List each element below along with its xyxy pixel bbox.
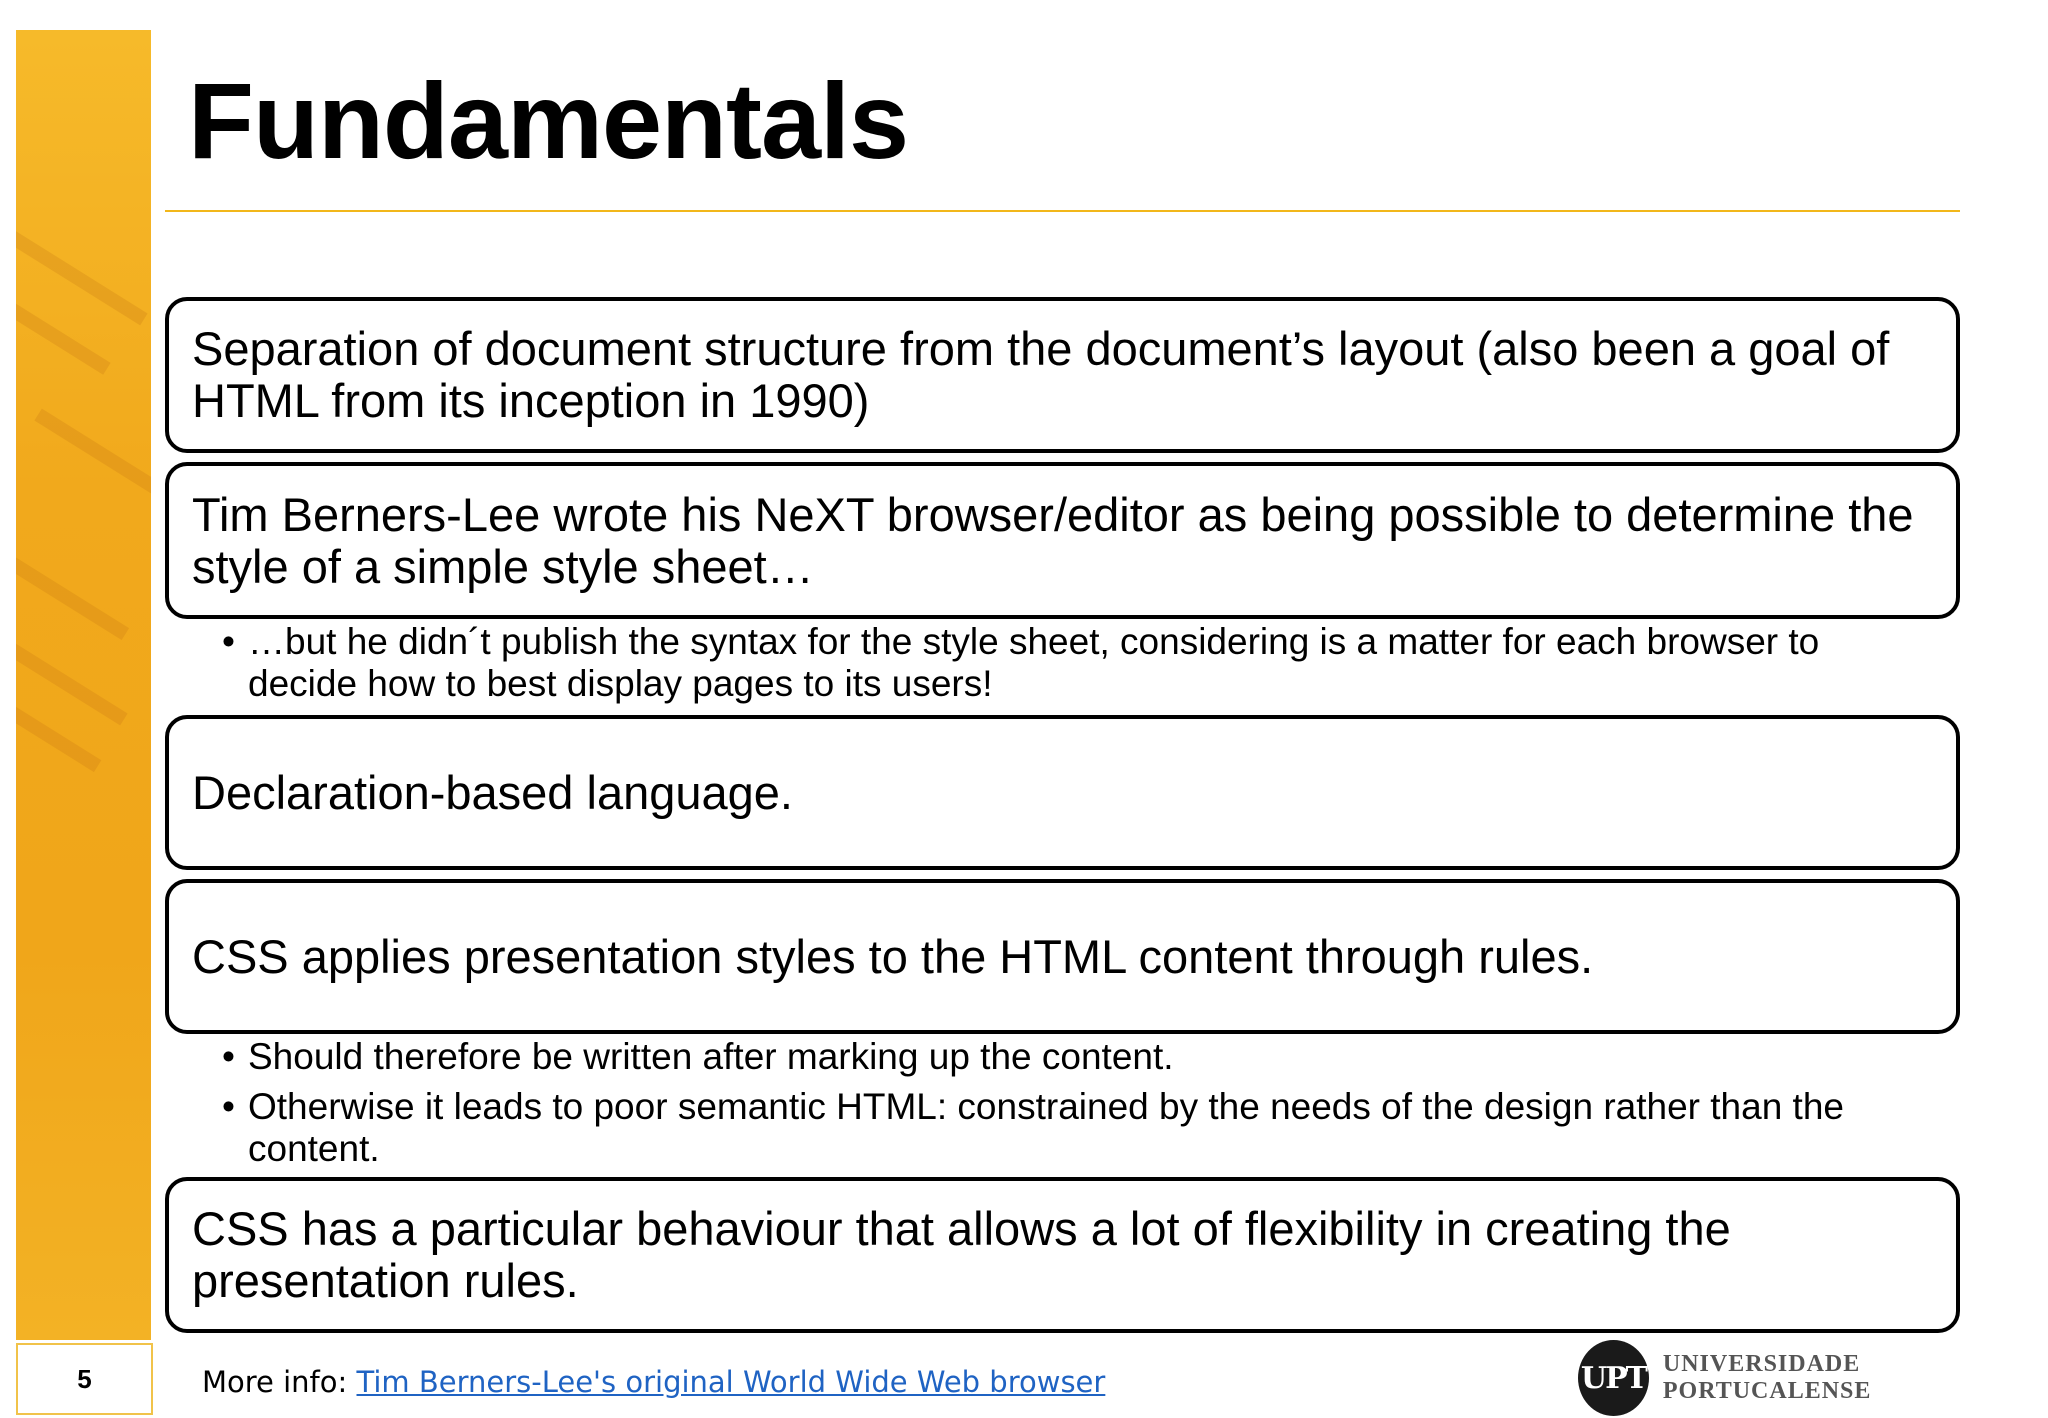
content-box-css-behaviour bbox=[165, 1177, 1960, 1333]
content-box-text: CSS has a particular behaviour that allows a lot of flexibility in creating the presentation rules. bbox=[192, 1202, 1731, 1307]
bullet-item: • …but he didn´t publish the syntax for the style sheet, considering is a matter for each browser to decide how to best display pages to its users! bbox=[222, 621, 1922, 705]
more-info-note bbox=[202, 1365, 1105, 1399]
content-box-separation bbox=[165, 297, 1960, 453]
page-number-text: 5 bbox=[77, 1363, 92, 1394]
bullet-item: • Otherwise it leads to poor semantic HTML: constrained by the needs of the design rather than the content. bbox=[222, 1086, 1922, 1170]
title-divider bbox=[165, 210, 1960, 212]
logo-mark: UPT bbox=[1578, 1340, 1649, 1416]
logo-name: UNIVERSIDADE PORTUCALENSE bbox=[1662, 1351, 1872, 1404]
more-info-prefix: More info: bbox=[202, 1365, 357, 1399]
content-box-tim-berners-lee bbox=[165, 462, 1960, 619]
content-box-text: CSS applies presentation styles to the HTML content through rules. bbox=[192, 929, 1594, 983]
original-browser-link[interactable]: Tim Berners-Lee's original World Wide Web browser bbox=[356, 1365, 1106, 1399]
content-box-text: Declaration-based language. bbox=[192, 765, 793, 819]
content-box-declaration bbox=[165, 715, 1960, 870]
content-box-css-rules bbox=[165, 879, 1960, 1034]
content-box-text: Separation of document structure from the document’s layout (also been a goal of HTML from its inception in 1990) bbox=[192, 322, 1890, 427]
slide-title: Fundamentals bbox=[188, 60, 909, 181]
page-number bbox=[16, 1343, 153, 1415]
bullet-list bbox=[222, 1036, 1922, 1170]
sidebar-decoration bbox=[16, 30, 151, 1340]
bullet-item: • Should therefore be written after marking up the content. bbox=[222, 1036, 1922, 1078]
content-box-text: Tim Berners-Lee wrote his NeXT browser/editor as being possible to determine the style of a simple style sheet… bbox=[192, 487, 1914, 593]
bullet-list bbox=[222, 621, 1922, 705]
university-logo bbox=[1578, 1340, 2048, 1416]
